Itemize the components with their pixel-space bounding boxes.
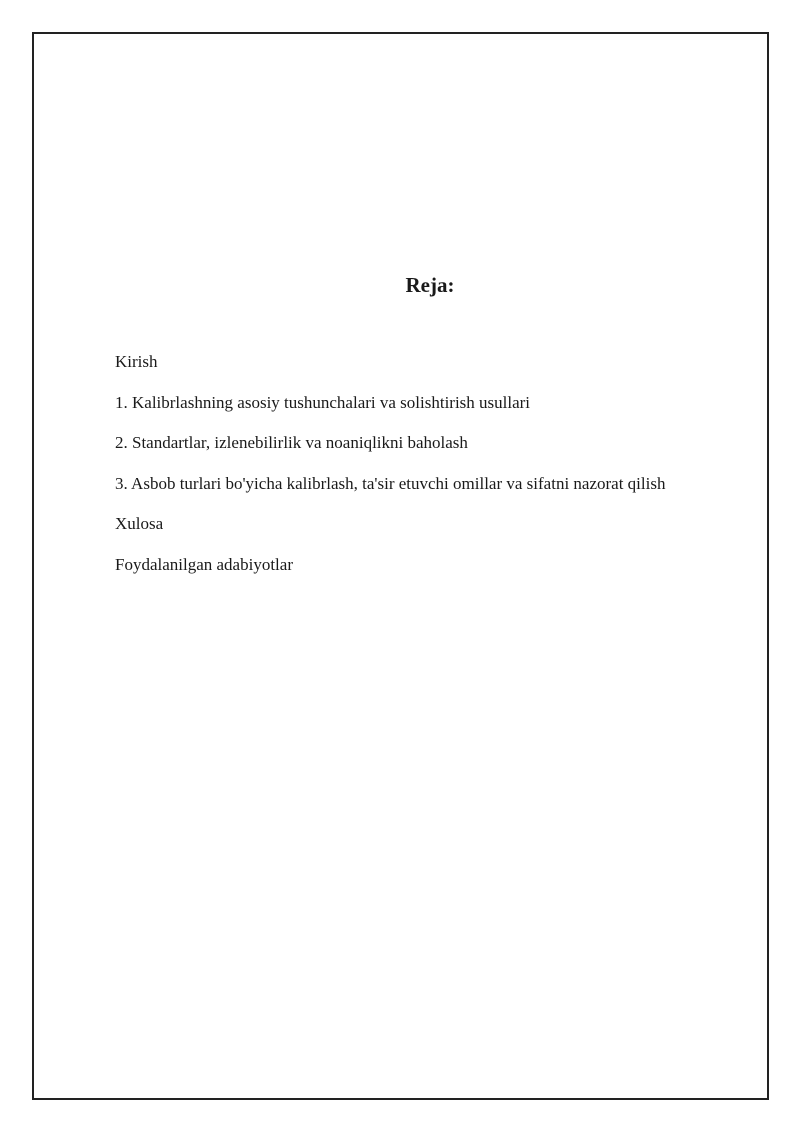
toc-item-chapter-1: 1. Kalibrlashning asosiy tushunchalari va solishtirish usullari [115,392,531,412]
page-title: Reja: [405,273,455,297]
toc-item-introduction: Kirish [115,352,158,371]
toc-item-references: Foydalanilgan adabiyotlar [115,554,293,574]
table-of-contents [115,351,755,594]
toc-item-chapter-2: 2. Standartlar, izlenebilirlik va noaniqlikni baholash [115,433,468,452]
toc-item-conclusion: Xulosa [115,514,164,533]
toc-item-chapter-3: 3. Asbob turlari bo'yicha kalibrlash, ta'sir etuvchi omillar va sifatni nazorat qilish [115,473,666,493]
